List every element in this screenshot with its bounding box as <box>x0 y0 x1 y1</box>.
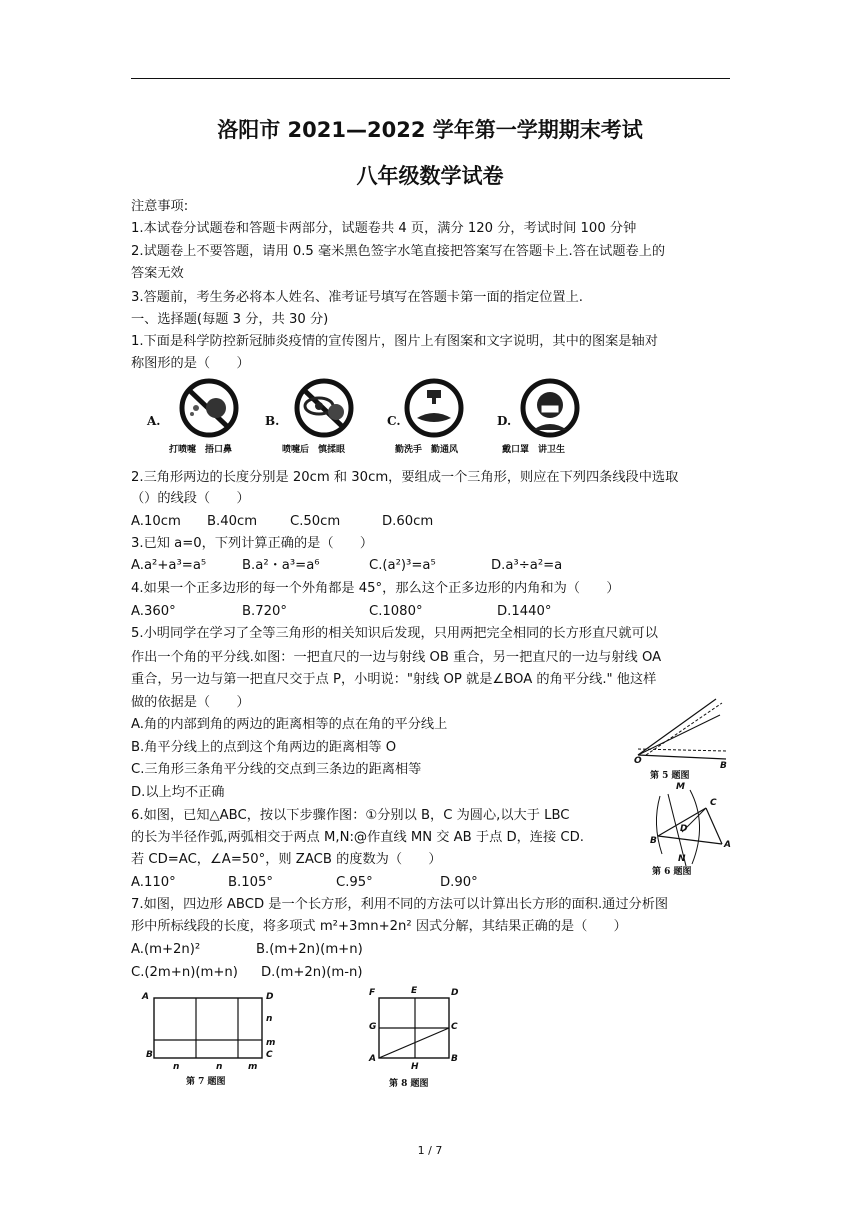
q5-option-c: C.三角形三条角平分线的交点到三条边的距离相等 <box>131 762 422 777</box>
page-number: 1 / 7 <box>417 1144 443 1157</box>
q6-option-a: A.110° <box>131 875 176 890</box>
question-7-line-1: 7.如图，四边形 ABCD 是一个长方形，利用不同的方法可以计算出长方形的面积.通过分析图 <box>131 897 669 912</box>
q5-option-d: D.以上均不正确 <box>131 785 225 800</box>
segment-n1-label: n <box>173 1062 180 1072</box>
point-a-label: A <box>369 1054 376 1064</box>
figure-5-caption: 第 5 题图 <box>650 771 690 781</box>
point-o-label: O <box>634 756 642 766</box>
question-1-line-1: 1.下面是科学防控新冠肺炎疫情的宣传图片，图片上有图案和文字说明，其中的图案是轴对 <box>131 334 658 349</box>
ruler-diagram <box>630 695 730 765</box>
segment-m-bottom-label: m <box>248 1062 258 1072</box>
q4-option-a: A.360° <box>131 604 176 619</box>
question-5-line-1: 5.小明同学在学习了全等三角形的相关知识后发现，只用两把完全相同的长方形直尺就可以 <box>131 626 658 641</box>
notes-heading: 注意事项: <box>131 199 189 214</box>
exam-title: 洛阳市 2021—2022 学年第一学期期末考试 <box>217 118 643 142</box>
option-b-letter: B. <box>265 414 280 428</box>
point-a-label: A <box>724 840 731 850</box>
option-a-letter: A. <box>147 414 161 428</box>
q3-option-b: B.a²・a³=a⁶ <box>242 558 320 573</box>
segment-n2-label: n <box>216 1062 223 1072</box>
point-b-label: B <box>451 1054 458 1064</box>
q5-option-a: A.角的内部到角的两边的距离相等的点在角的平分线上 <box>131 717 448 732</box>
question-4-line-1: 4.如果一个正多边形的每一个外角都是 45°，那么这个正多边形的内角和为（ ） <box>131 581 620 596</box>
option-b-caption: 喷嚏后 慎揉眼 <box>282 445 346 455</box>
question-3-line-1: 3.已知 a=0，下列计算正确的是（ ） <box>131 536 374 551</box>
question-8-figure <box>365 984 465 1094</box>
question-6-line-1: 6.如图，已知△ABC，按以下步骤作图：①分别以 B，C 为圆心,以大于 LBC <box>131 808 570 823</box>
point-e-label: E <box>411 986 418 996</box>
eye-rub-icon <box>289 378 359 438</box>
question-2-line-1: 2.三角形两边的长度分别是 20cm 和 30cm，要组成一个三角形，则应在下列四条线段中选取 <box>131 470 679 485</box>
q2-option-c: C.50cm <box>290 514 341 529</box>
option-d-letter: D. <box>497 414 512 428</box>
segment-m-right-label: m <box>266 1038 276 1048</box>
point-c-label: C <box>451 1022 458 1032</box>
question-6-line-2: 的长为半径作弧,两弧相交于两点 M,N:@作直线 MN 交 AB 于点 D，连接 CD. <box>131 830 584 845</box>
option-a-caption: 打喷嚏 捂口鼻 <box>169 445 233 455</box>
question-1-line-2: 称图形的是（ ） <box>131 356 250 371</box>
question-2-line-2: （）的线段（ ） <box>131 491 250 506</box>
q2-option-a: A.10cm <box>131 514 181 529</box>
note-3: 3.答题前，考生务必将本人姓名、准考证号填写在答题卡第一面的指定位置上. <box>131 290 583 305</box>
question-6-figure <box>650 784 735 884</box>
point-a-label: A <box>142 992 149 1002</box>
point-d-label: D <box>451 988 459 998</box>
question-5-line-2: 作出一个角的平分线.如图：一把直尺的一边与射线 OB 重合，另一把直尺的一边与射线 OA <box>131 650 662 665</box>
point-c-label: C <box>710 798 717 808</box>
exam-subtitle: 八年级数学试卷 <box>356 164 504 188</box>
option-c-letter: C. <box>387 414 401 428</box>
point-f-label: F <box>369 988 376 998</box>
q6-option-b: B.105° <box>228 875 274 890</box>
q6-option-d: D.90° <box>440 875 478 890</box>
segment-n-right-label: n <box>266 1014 273 1024</box>
q6-option-c: C.95° <box>336 875 373 890</box>
figure-6-caption: 第 6 题图 <box>652 867 692 877</box>
question-5-figure <box>630 695 730 783</box>
point-m-label: M <box>676 782 685 792</box>
option-d-caption: 戴口罩 讲卫生 <box>502 445 566 455</box>
question-7-figure <box>140 990 290 1090</box>
figure-7-caption: 第 7 题图 <box>186 1077 226 1087</box>
point-h-label: H <box>411 1062 419 1072</box>
point-b-label: B <box>650 836 657 846</box>
question-5-line-4: 做的依据是（ ） <box>131 695 250 710</box>
note-1: 1.本试卷分试题卷和答题卡两部分，试题卷共 4 页，满分 120 分，考试时间 100 分钟 <box>131 221 637 236</box>
q4-option-d: D.1440° <box>497 604 552 619</box>
figure-8-caption: 第 8 题图 <box>389 1079 429 1089</box>
question-5-line-3: 重合，另一边与第一把直尺交于点 P，小明说："射线 OP 就是∠BOA 的角平分线." 他这样 <box>131 672 657 687</box>
q7-option-c: C.(2m+n)(m+n) <box>131 965 238 980</box>
q5-option-b: B.角平分线上的点到这个角两边的距离相等 O <box>131 740 397 755</box>
q4-option-b: B.720° <box>242 604 288 619</box>
point-g-label: G <box>369 1022 377 1032</box>
q7-option-d: D.(m+2n)(m-n) <box>261 965 363 980</box>
q3-option-c: C.(a²)³=a⁵ <box>369 558 436 573</box>
point-c-label: C <box>266 1050 273 1060</box>
note-2-cont: 答案无效 <box>131 266 184 281</box>
question-7-line-2: 形中所标线段的长度，将多项式 m²+3mn+2n² 因式分解，其结果正确的是（ ） <box>131 919 627 934</box>
rectangle-diagram-8 <box>365 984 465 1074</box>
sneeze-icon <box>174 378 244 438</box>
section-heading: 一、选择题(每题 3 分，共 30 分) <box>131 312 329 327</box>
question-1-options <box>131 370 571 462</box>
q3-option-a: A.a²+a³=a⁵ <box>131 558 207 573</box>
note-2: 2.试题卷上不要答题，请用 0.5 毫米黑色签字水笔直接把答案写在答题卡上.答在试题卷上的 <box>131 244 666 259</box>
q2-option-d: D.60cm <box>382 514 434 529</box>
question-6-line-3: 若 CD=AC，∠A=50°，则 ZACB 的度数为（ ） <box>131 852 442 867</box>
q7-option-b: B.(m+2n)(m+n) <box>256 942 363 957</box>
q4-option-c: C.1080° <box>369 604 423 619</box>
mask-icon <box>515 378 585 438</box>
top-rule <box>131 78 730 79</box>
point-n-label: N <box>678 854 686 864</box>
point-d-label: D <box>680 824 688 834</box>
point-d-label: D <box>266 992 274 1002</box>
handwash-icon <box>399 378 469 438</box>
triangle-construction-diagram <box>650 784 735 874</box>
option-c-caption: 勤洗手 勤通风 <box>395 445 459 455</box>
point-b-label: B <box>146 1050 153 1060</box>
q2-option-b: B.40cm <box>207 514 258 529</box>
q7-option-a: A.(m+2n)² <box>131 942 201 957</box>
point-b-label: B <box>720 761 727 771</box>
q3-option-d: D.a³÷a²=a <box>491 558 563 573</box>
